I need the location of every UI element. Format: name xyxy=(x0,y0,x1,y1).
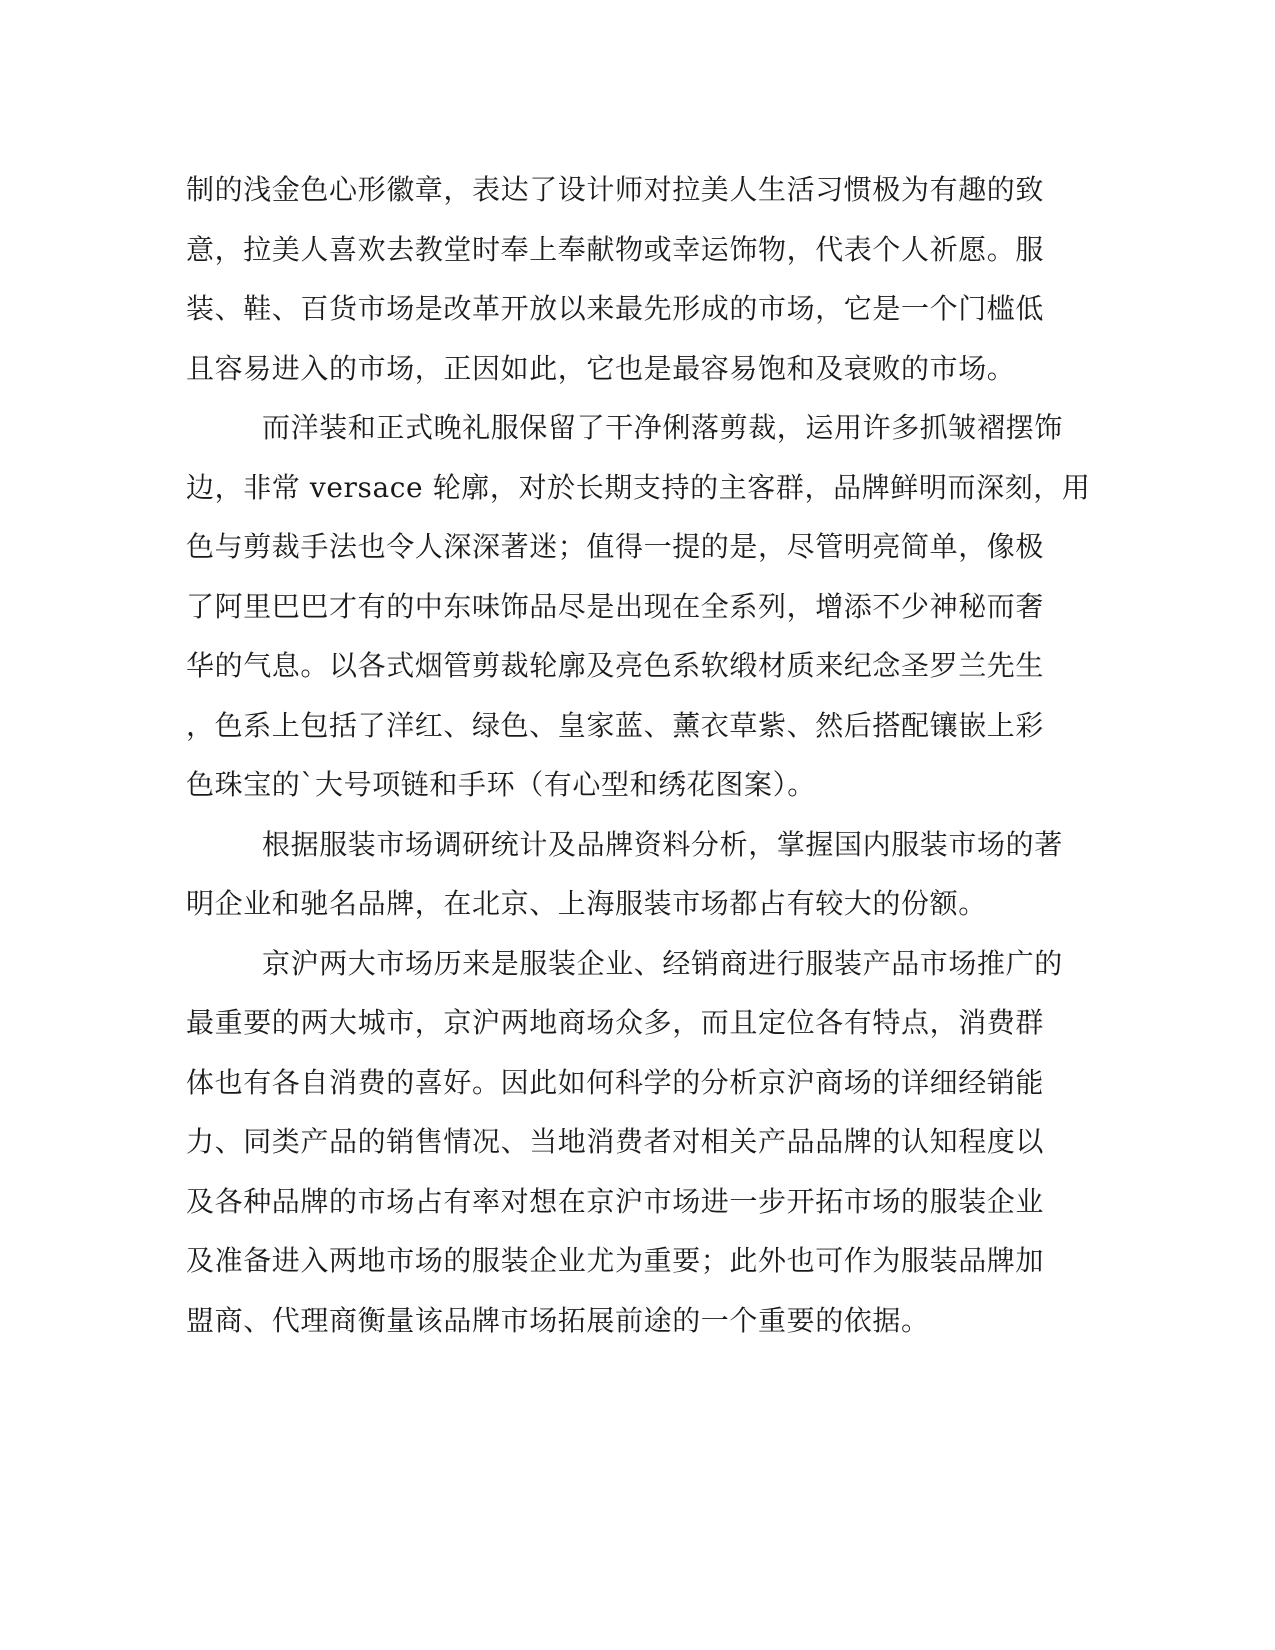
text-line: ，色系上包括了洋红、绿色、皇家蓝、薰衣草紫、然后搭配镶嵌上彩 xyxy=(186,708,1045,742)
text-line: 及各种品牌的市场占有率对想在京沪市场进一步开拓市场的服装企业 xyxy=(186,1184,1045,1218)
paragraph-first-line: 而洋装和正式晚礼服保留了干净俐落剪裁，运用许多抓皱褶摆饰 xyxy=(262,411,1063,444)
text-line: 盟商、代理商衡量该品牌市场拓展前途的一个重要的依据。 xyxy=(186,1303,930,1337)
text-line: 了阿里巴巴才有的中东味饰品尽是出现在全系列，增添不少神秘而奢 xyxy=(186,589,1045,623)
text-line: 边，非常 versace 轮廓，对於长期支持的主客群，品牌鲜明而深刻，用 xyxy=(186,470,1091,504)
text-line: 华的气息。以各式烟管剪裁轮廓及亮色系软缎材质来纪念圣罗兰先生 xyxy=(186,649,1045,682)
text-line: 且容易进入的市场，正因如此，它也是最容易饱和及衰败的市场。 xyxy=(186,351,1016,385)
text-line: 意，拉美人喜欢去教堂时奉上奉献物或幸运饰物，代表个人祈愿。服 xyxy=(186,232,1045,266)
paragraph-first-line: 根据服装市场调研统计及品牌资料分析，掌握国内服装市场的著 xyxy=(262,827,1063,861)
text-line: 明企业和驰名品牌，在北京、上海服装市场都占有较大的份额。 xyxy=(186,887,987,920)
paragraph-first-line: 京沪两大市场历来是服装企业、经销商进行服装产品市场推广的 xyxy=(262,946,1063,980)
text-line: 色珠宝的`大号项链和手环（有心型和绣花图案）。 xyxy=(186,768,816,801)
text-line: 制的浅金色心形徽章，表达了设计师对拉美人生活习惯极为有趣的致 xyxy=(186,173,1045,206)
body-text xyxy=(186,160,1091,1350)
text-line: 最重要的两大城市，京沪两地商场众多，而且定位各有特点，消费群 xyxy=(186,1006,1045,1039)
text-line: 及准备进入两地市场的服装企业尤为重要；此外也可作为服装品牌加 xyxy=(186,1244,1045,1277)
text-line: 色与剪裁手法也令人深深著迷；值得一提的是，尽管明亮简单，像极 xyxy=(186,530,1045,563)
text-line: 装、鞋、百货市场是改革开放以来最先形成的市场，它是一个门槛低 xyxy=(186,292,1045,325)
text-line: 体也有各自消费的喜好。因此如何科学的分析京沪商场的详细经销能 xyxy=(186,1065,1045,1099)
text-line: 力、同类产品的销售情况、当地消费者对相关产品品牌的认知程度以 xyxy=(186,1125,1045,1158)
